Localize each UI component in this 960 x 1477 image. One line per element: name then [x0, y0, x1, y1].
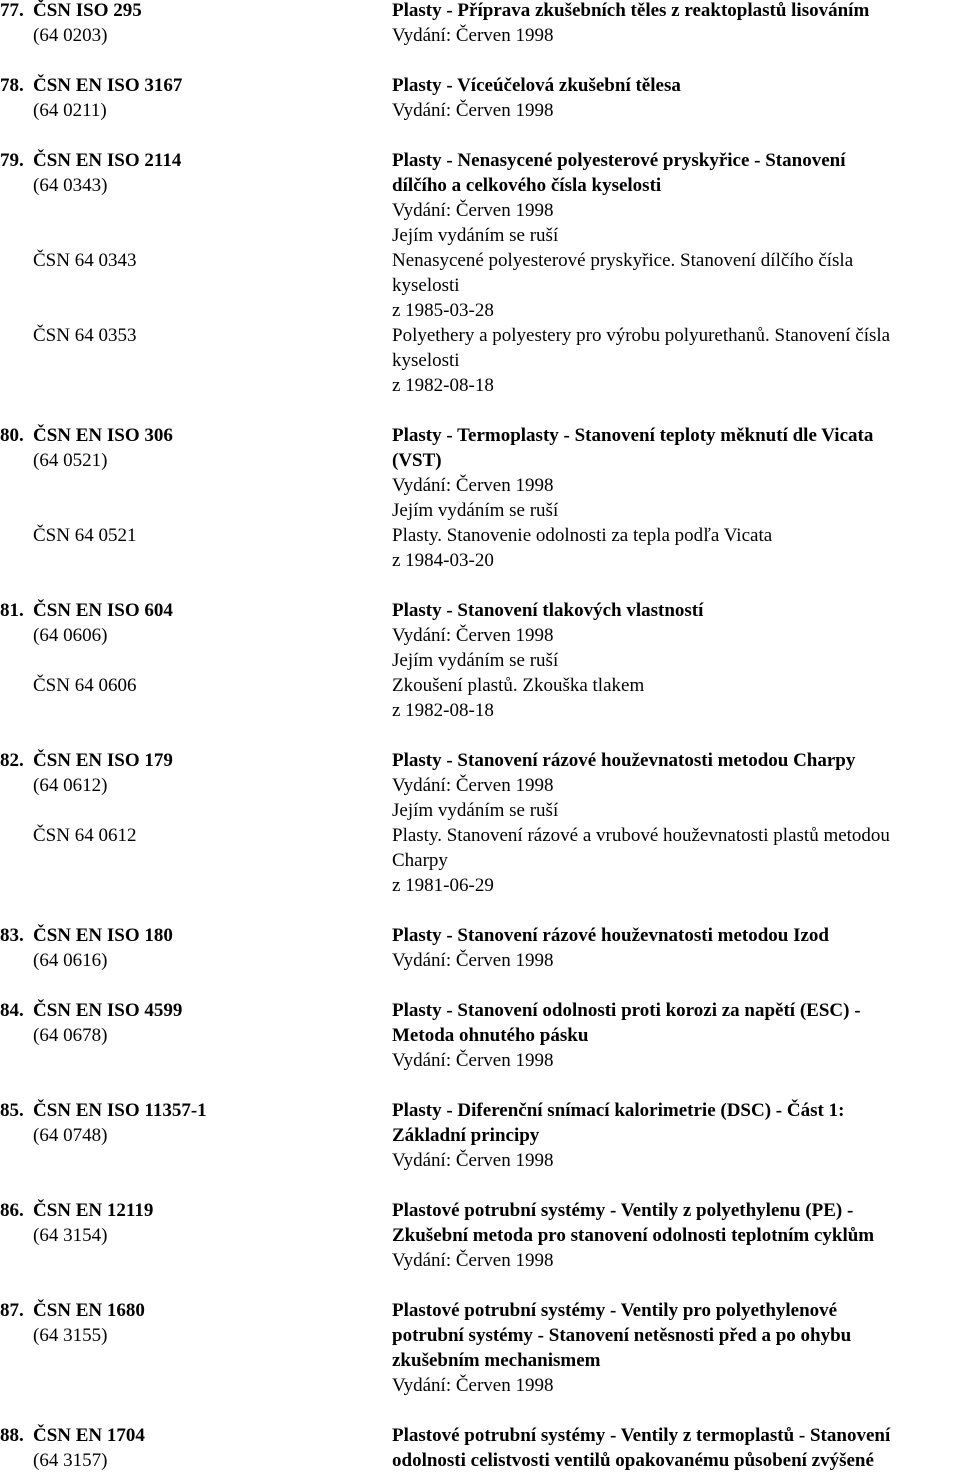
cancelled-standard-code: ČSN 64 0343	[33, 250, 137, 271]
entry-number: 80.	[0, 425, 24, 446]
standard-title: Plasty - Stanovení tlakových vlastností	[392, 600, 704, 621]
standard-code: ČSN EN ISO 179	[33, 750, 173, 771]
cancelled-standard-code: ČSN 64 0612	[33, 825, 137, 846]
cancelled-standard-title: Plasty. Stanovení rázové a vrubové houževnatosti plastů metodou	[392, 825, 890, 846]
standard-title: Plastové potrubní systémy - Ventily z termoplastů - Stanovení	[392, 1425, 891, 1446]
cancelled-standard-title: Polyethery a polyestery pro výrobu polyurethanů. Stanovení čísla	[392, 325, 891, 346]
cancelled-standard-title: Zkoušení plastů. Zkouška tlakem	[392, 675, 645, 696]
standard-title: odolnosti celistvosti ventilů opakovanému působení zvýšené	[392, 1450, 874, 1471]
issue-date: Vydání: Červen 1998	[392, 100, 554, 121]
entry-number: 81.	[0, 600, 24, 621]
issue-date: Vydání: Červen 1998	[392, 25, 554, 46]
entry-number: 83.	[0, 925, 24, 946]
classification-code: (64 3154)	[33, 1225, 108, 1246]
classification-code: (64 0678)	[33, 1025, 108, 1046]
standard-code: ČSN EN ISO 306	[33, 425, 173, 446]
issue-date: Vydání: Červen 1998	[392, 625, 554, 646]
standard-title: Plasty - Nenasycené polyesterové pryskyřice - Stanovení	[392, 150, 846, 171]
issue-date: Vydání: Červen 1998	[392, 1050, 554, 1071]
cancelled-standard-title: kyselosti	[392, 350, 460, 371]
cancelled-standard-code: ČSN 64 0521	[33, 525, 137, 546]
standard-title: zkušebním mechanismem	[392, 1350, 601, 1371]
standard-title: Plasty - Diferenční snímací kalorimetrie (DSC) - Část 1:	[392, 1100, 845, 1121]
standard-title: Plasty - Víceúčelová zkušební tělesa	[392, 75, 681, 96]
classification-code: (64 0521)	[33, 450, 108, 471]
entry-number: 86.	[0, 1200, 24, 1221]
cancelled-standard-code: ČSN 64 0353	[33, 325, 137, 346]
standard-title: Plastové potrubní systémy - Ventily z polyethylenu (PE) -	[392, 1200, 854, 1221]
issue-date: Vydání: Červen 1998	[392, 475, 554, 496]
issue-date: Vydání: Červen 1998	[392, 950, 554, 971]
classification-code: (64 0606)	[33, 625, 108, 646]
issue-date: Vydání: Červen 1998	[392, 1250, 554, 1271]
standard-title: Plasty - Stanovení rázové houževnatosti metodou Charpy	[392, 750, 856, 771]
cancelled-standard-date: z 1981-06-29	[392, 875, 494, 896]
cancelled-standard-title: Plasty. Stanovenie odolnosti za tepla podľa Vicata	[392, 525, 773, 546]
standard-code: ČSN EN 12119	[33, 1200, 154, 1221]
classification-code: (64 0612)	[33, 775, 108, 796]
cancelled-standard-code: ČSN 64 0606	[33, 675, 137, 696]
cancels-note: Jejím vydáním se ruší	[392, 225, 559, 246]
standard-code: ČSN EN 1680	[33, 1300, 145, 1321]
entry-number: 88.	[0, 1425, 24, 1446]
entry-number: 84.	[0, 1000, 24, 1021]
issue-date: Vydání: Červen 1998	[392, 1375, 554, 1396]
cancelled-standard-date: z 1984-03-20	[392, 550, 494, 571]
standard-code: ČSN EN ISO 4599	[33, 1000, 183, 1021]
issue-date: Vydání: Červen 1998	[392, 1150, 554, 1171]
standard-title: Plasty - Stanovení odolnosti proti korozi za napětí (ESC) -	[392, 1000, 861, 1021]
issue-date: Vydání: Červen 1998	[392, 200, 554, 221]
standard-code: ČSN ISO 295	[33, 0, 142, 21]
classification-code: (64 3157)	[33, 1450, 108, 1471]
entry-number: 78.	[0, 75, 24, 96]
entry-number: 77.	[0, 0, 24, 21]
cancels-note: Jejím vydáním se ruší	[392, 500, 559, 521]
standard-title: Zkušební metoda pro stanovení odolnosti teplotním cyklům	[392, 1225, 875, 1246]
standard-title: potrubní systémy - Stanovení netěsnosti před a po ohybu	[392, 1325, 852, 1346]
standard-title: Plasty - Příprava zkušebních těles z reaktoplastů lisováním	[392, 0, 870, 21]
cancelled-standard-title: Charpy	[392, 850, 448, 871]
classification-code: (64 0211)	[33, 100, 107, 121]
classification-code: (64 0748)	[33, 1125, 108, 1146]
standard-title: Základní principy	[392, 1125, 540, 1146]
entry-number: 87.	[0, 1300, 24, 1321]
cancelled-standard-date: z 1985-03-28	[392, 300, 494, 321]
classification-code: (64 0343)	[33, 175, 108, 196]
standard-title: Plasty - Termoplasty - Stanovení teploty měknutí dle Vicata	[392, 425, 874, 446]
classification-code: (64 3155)	[33, 1325, 108, 1346]
entry-number: 82.	[0, 750, 24, 771]
standard-title: Metoda ohnutého pásku	[392, 1025, 589, 1046]
entry-number: 85.	[0, 1100, 24, 1121]
cancelled-standard-date: z 1982-08-18	[392, 375, 494, 396]
standard-title: (VST)	[392, 450, 442, 471]
standard-code: ČSN EN ISO 180	[33, 925, 173, 946]
standard-title: Plasty - Stanovení rázové houževnatosti metodou Izod	[392, 925, 829, 946]
standard-code: ČSN EN ISO 11357-1	[33, 1100, 207, 1121]
cancelled-standard-date: z 1982-08-18	[392, 700, 494, 721]
standard-code: ČSN EN ISO 3167	[33, 75, 183, 96]
standard-title: Plastové potrubní systémy - Ventily pro polyethylenové	[392, 1300, 838, 1321]
entry-number: 79.	[0, 150, 24, 171]
cancelled-standard-title: kyselosti	[392, 275, 460, 296]
standard-title: dílčího a celkového čísla kyselosti	[392, 175, 662, 196]
cancels-note: Jejím vydáním se ruší	[392, 800, 559, 821]
cancels-note: Jejím vydáním se ruší	[392, 650, 559, 671]
cancelled-standard-title: Nenasycené polyesterové pryskyřice. Stanovení dílčího čísla	[392, 250, 854, 271]
standard-code: ČSN EN 1704	[33, 1425, 145, 1446]
standard-code: ČSN EN ISO 604	[33, 600, 173, 621]
standard-code: ČSN EN ISO 2114	[33, 150, 182, 171]
issue-date: Vydání: Červen 1998	[392, 775, 554, 796]
classification-code: (64 0203)	[33, 25, 108, 46]
classification-code: (64 0616)	[33, 950, 108, 971]
